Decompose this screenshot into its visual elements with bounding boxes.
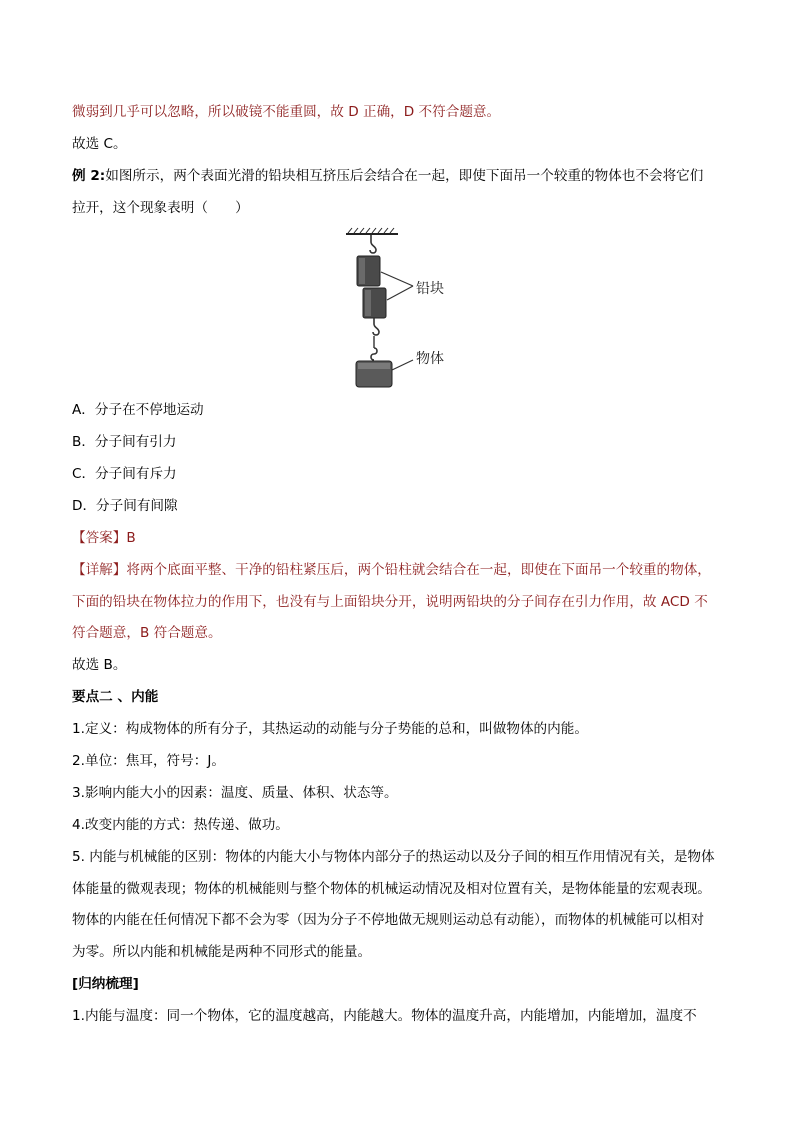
answer-line	[72, 528, 732, 548]
object-label: 物体	[416, 351, 444, 367]
text-line: 为零。所以内能和机械能是两种不同形式的能量。	[72, 944, 372, 960]
text-line: 物体的内能在任何情况下都不会为零（因为分子不停地做无规则运动总有动能），而物体的机械能可以相对	[72, 912, 705, 928]
text-line: 符合题意，B 符合题意。	[72, 625, 222, 641]
hook-icon	[371, 348, 377, 360]
text-line: 故选 B。	[72, 657, 127, 673]
answer-tag: 【答案】	[72, 530, 127, 546]
block-highlight	[365, 290, 371, 316]
detail-text: 将两个底面平整、干净的铅柱紧压后，两个铅柱就会结合在一起，即使在下面吊一个较重的物体，	[126, 562, 711, 578]
text-line: 体能量的微观表现；物体的机械能则与整个物体的机械运动情况及相对位置有关，是物体能量的宏观表现。	[72, 881, 711, 897]
text-line: 5. 内能与机械能的区别：物体的内能大小与物体内部分子的热运动以及分子间的相互作用情况有关，是物体	[72, 849, 715, 865]
text-line: 2.单位：焦耳，符号：J。	[72, 753, 225, 769]
lead-blocks-figure	[340, 226, 470, 396]
option-b: B．分子间有引力	[72, 434, 177, 450]
text-line: 微弱到几乎可以忽略，所以破镜不能重圆，故 D 正确，D 不符合题意。	[72, 104, 501, 120]
lead-blocks-diagram	[340, 226, 470, 396]
pointer-line	[381, 272, 413, 286]
text-line: 3.影响内能大小的因素：温度、质量、体积、状态等。	[72, 785, 398, 801]
option-a: A．分子在不停地运动	[72, 402, 204, 418]
example-question	[72, 166, 732, 186]
pointer-line	[392, 360, 413, 370]
option-c: C．分子间有斥力	[72, 466, 177, 482]
block-highlight	[359, 258, 365, 284]
detail-line	[72, 560, 732, 580]
ceiling-hatch	[348, 228, 394, 233]
question-text: 如图所示，两个表面光滑的铅块相互挤压后会结合在一起，即使下面吊一个较重的物体也不会将它们	[105, 168, 704, 184]
text-line: 故选 C。	[72, 136, 127, 152]
object-highlight	[358, 363, 390, 369]
summary-heading: [归纳梳理]	[72, 976, 139, 992]
pointer-line	[387, 286, 413, 300]
text-line: 拉开，这个现象表明（ ）	[72, 200, 249, 216]
hook-icon	[373, 318, 379, 335]
answer-value: B	[126, 530, 136, 546]
hook-icon	[370, 235, 376, 253]
detail-tag: 【详解】	[72, 562, 127, 578]
text-line: 下面的铅块在物体拉力的作用下，也没有与上面铅块分开，说明两铅块的分子间存在引力作用，故 ACD 不	[72, 594, 708, 610]
text-line: 1.内能与温度：同一个物体，它的温度越高，内能越大。物体的温度升高，内能增加，内能增加，温度不	[72, 1008, 697, 1024]
option-d: D．分子间有间隙	[72, 498, 178, 514]
text-line: 4.改变内能的方式：热传递、做功。	[72, 817, 289, 833]
lead-block-label: 铅块	[416, 281, 444, 297]
example-label: 例 2:	[72, 168, 106, 184]
section-heading: 要点二 、内能	[72, 689, 159, 705]
text-line: 1.定义：构成物体的所有分子，其热运动的动能与分子势能的总和，叫做物体的内能。	[72, 721, 588, 737]
